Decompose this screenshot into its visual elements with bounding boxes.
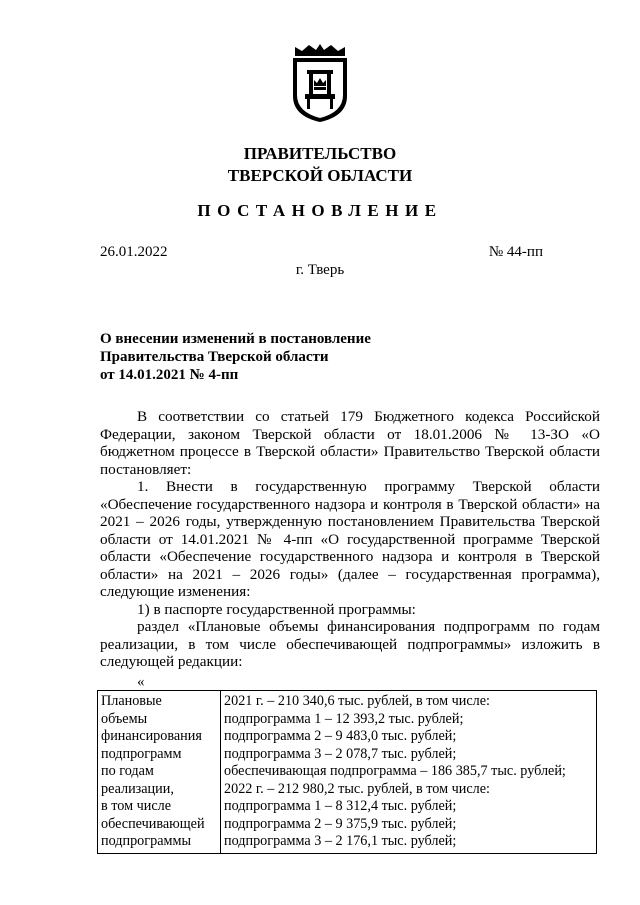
value-line: подпрограмма 3 – 2 078,7 тыс. рублей;	[224, 745, 457, 762]
table-row	[98, 691, 597, 854]
document-date: 26.01.2022	[100, 244, 168, 260]
label-line: объемы	[101, 710, 148, 727]
table-value-cell	[221, 691, 597, 854]
tver-coat-of-arms-icon	[287, 42, 353, 124]
document-body	[100, 408, 600, 671]
government-title	[0, 143, 640, 187]
value-line: подпрограмма 3 – 2 176,1 тыс. рублей;	[224, 833, 457, 849]
value-line: подпрограмма 1 – 12 393,2 тыс. рублей;	[224, 710, 464, 727]
value-line: 2022 г. – 212 980,2 тыс. рублей, в том числе:	[224, 780, 490, 797]
document-city: г. Тверь	[295, 262, 345, 278]
label-line: подпрограммы	[101, 833, 191, 849]
label-line: обеспечивающей	[101, 815, 205, 832]
value-line: 2021 г. – 210 340,6 тыс. рублей, в том числе:	[224, 693, 490, 709]
document-number: № 44-пп	[488, 244, 543, 260]
value-line: подпрограмма 2 – 9 483,0 тыс. рублей;	[224, 728, 457, 744]
label-line: Плановые	[101, 693, 162, 709]
table-label-cell	[98, 691, 221, 854]
label-line: финансирования	[101, 728, 202, 744]
label-line: реализации,	[101, 780, 174, 797]
value-line: подпрограмма 1 – 8 312,4 тыс. рублей;	[224, 798, 457, 814]
label-line: в том числе	[101, 798, 172, 814]
subject-line: О внесении изменений в постановление	[100, 331, 371, 347]
subject-line: от 14.01.2021 № 4-пп	[100, 367, 239, 383]
body-paragraph: 1. Внести в государственную программу Тверской области «Обеспечение государственного надзора и контроля в Тверской области» на 2021 – 2026 годы, утвержденную постановлением Правительства Тверской области от 14.01.2021 № 4-пп «О государственной программе Тверской области «Обеспечение государственного надзора и контроля в Тверской области» на 2021 – 2026 годы» (далее – государственная программа), следующие изменения:	[100, 478, 600, 600]
body-paragraph: В соответствии со статьей 179 Бюджетного кодекса Российской Федерации, законом Тверской области от 18.01.2006 № 13-ЗО «О бюджетном процессе в Тверской области» Правительство Тверской области постановляет:	[100, 408, 600, 478]
opening-quote-mark: «	[137, 674, 145, 690]
government-title-line2: ТВЕРСКОЙ ОБЛАСТИ	[227, 166, 413, 185]
label-line: подпрограмм	[101, 745, 182, 762]
subject-line: Правительства Тверской области	[100, 349, 329, 365]
document-subject	[100, 330, 371, 384]
value-line: обеспечивающая подпрограмма – 186 385,7 тыс. рублей;	[224, 763, 566, 779]
body-paragraph: 1) в паспорте государственной программы:	[137, 600, 416, 618]
body-paragraph: раздел «Плановые объемы финансирования подпрограмм по годам реализации, в том числе обеспечивающей подпрограммы» изложить в следующей редакции:	[100, 618, 600, 670]
financing-table	[97, 690, 597, 854]
document-type: ПОСТАНОВЛЕНИЕ	[197, 201, 443, 220]
value-line: подпрограмма 2 – 9 375,9 тыс. рублей;	[224, 815, 457, 832]
label-line: по годам	[101, 763, 154, 779]
government-title-line1: ПРАВИТЕЛЬСТВО	[243, 144, 397, 163]
